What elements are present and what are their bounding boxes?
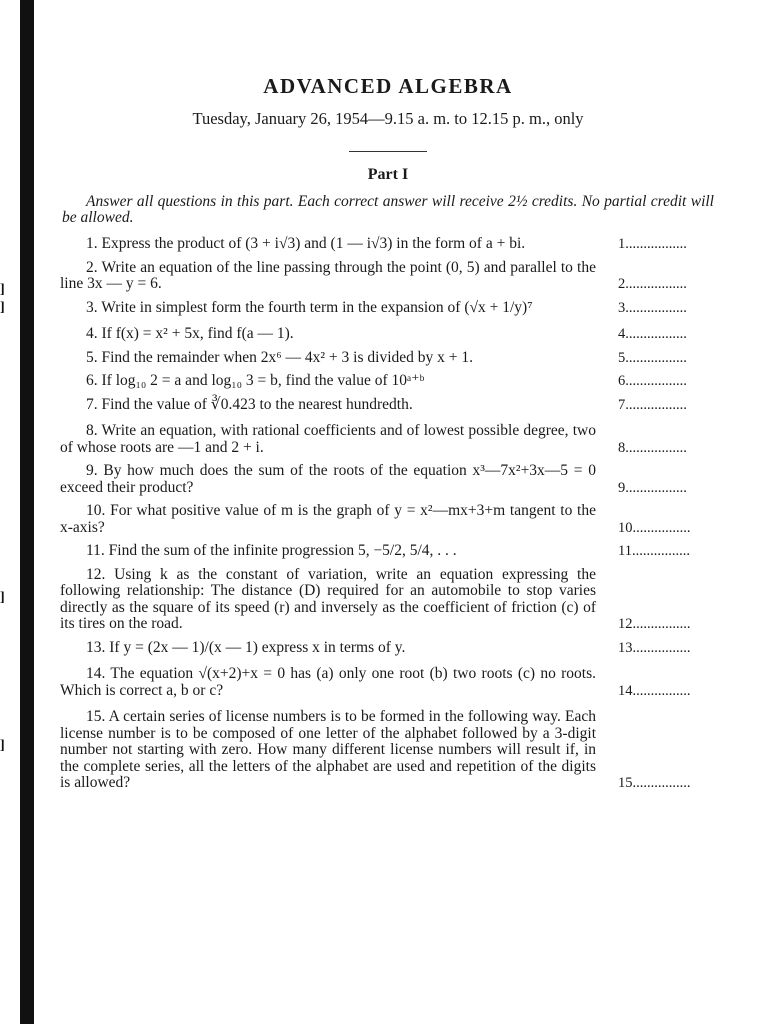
instructions: Answer all questions in this part. Each correct answer will receive 2½ credits. No partial credit will be allowed. bbox=[62, 193, 714, 226]
question-text: 9. By how much does the sum of the roots of the equation x³—7x²+3x—5 = 0 exceed their product? bbox=[60, 462, 596, 496]
exam-page bbox=[58, 70, 718, 799]
question-item bbox=[58, 567, 718, 633]
question-item bbox=[58, 397, 718, 414]
question-item bbox=[58, 666, 718, 699]
answer-blank[interactable]: 4................. bbox=[618, 326, 687, 342]
answer-blank[interactable]: 9................. bbox=[618, 479, 687, 496]
question-item bbox=[58, 423, 718, 456]
answer-blank[interactable]: 7................. bbox=[618, 396, 687, 413]
question-item bbox=[58, 300, 718, 317]
part-heading: Part I bbox=[367, 166, 409, 183]
answer-blank[interactable]: 8................. bbox=[618, 439, 687, 456]
divider bbox=[349, 151, 427, 152]
answer-blank[interactable]: 15................ bbox=[618, 775, 691, 791]
answer-blank[interactable]: 10................ bbox=[618, 519, 691, 536]
question-item bbox=[58, 463, 718, 496]
answer-blank[interactable]: 5................. bbox=[618, 349, 687, 366]
exam-title: ADVANCED ALGEBRA bbox=[263, 74, 513, 98]
question-text: 8. Write an equation, with rational coefficients and of lowest possible degree, two of whose roots are —1 and 2 + i. bbox=[60, 422, 596, 456]
question-text: 10. For what positive value of m is the graph of y = x²—mx+3+m tangent to the x-axis? bbox=[60, 502, 596, 536]
question-list bbox=[58, 236, 718, 792]
exam-date-time: Tuesday, January 26, 1954—9.15 a. m. to 12.15 p. m., only bbox=[192, 109, 584, 128]
question-text: 3. Write in simplest form the fourth term in the expansion of (√x + 1/y)⁷ bbox=[86, 298, 533, 316]
question-item bbox=[58, 640, 718, 657]
question-item bbox=[58, 543, 718, 560]
answer-blank[interactable]: 2................. bbox=[618, 276, 687, 292]
answer-blank[interactable]: 11................ bbox=[618, 543, 690, 559]
question-item bbox=[58, 350, 718, 367]
question-item bbox=[58, 503, 718, 536]
question-text: 12. Using k as the constant of variation, write an equation expressing the following relationship: The distance (D) required for an automobile to stop varies directly as the square of its speed (r) and inversely as the coefficient of friction (c) of its tires on the road. bbox=[60, 565, 596, 632]
binding-shadow bbox=[20, 0, 34, 1024]
answer-blank[interactable]: 12................ bbox=[618, 616, 691, 632]
edge-fragment: ] bbox=[0, 738, 5, 753]
answer-blank[interactable]: 13................ bbox=[618, 639, 691, 656]
question-item bbox=[58, 373, 718, 390]
edge-fragment: ] bbox=[0, 282, 5, 297]
edge-fragment: ] bbox=[0, 590, 5, 605]
question-item bbox=[58, 236, 718, 253]
question-text: 7. Find the value of ∛0.423 to the nearest hundredth. bbox=[86, 395, 413, 413]
question-text: 1. Express the product of (3 + i√3) and (1 — i√3) in the form of a + bi. bbox=[86, 235, 526, 252]
question-item bbox=[58, 709, 718, 792]
question-text: 2. Write an equation of the line passing through the point (0, 5) and parallel to the line 3x — y = 6. bbox=[60, 258, 596, 292]
answer-blank[interactable]: 1................. bbox=[618, 236, 687, 252]
edge-fragment: ] bbox=[0, 300, 5, 315]
question-text: 4. If f(x) = x² + 5x, find f(a — 1). bbox=[86, 325, 294, 342]
question-text: 13. If y = (2x — 1)/(x — 1) express x in terms of y. bbox=[86, 638, 406, 656]
question-text: 5. Find the remainder when 2x⁶ — 4x² + 3 is divided by x + 1. bbox=[86, 348, 474, 366]
question-text: 14. The equation √(x+2)+x = 0 has (a) only one root (b) two roots (c) no roots. Which is correct a, b or c? bbox=[60, 665, 596, 699]
question-item bbox=[58, 260, 718, 293]
question-text: 6. If log₁₀ 2 = a and log₁₀ 3 = b, find the value of 10ᵃ⁺ᵇ bbox=[86, 372, 425, 389]
answer-blank[interactable]: 3................. bbox=[618, 299, 687, 316]
question-text: 11. Find the sum of the infinite progression 5, −5/2, 5/4, . . . bbox=[86, 542, 457, 559]
question-item bbox=[58, 326, 718, 343]
answer-blank[interactable]: 6................. bbox=[618, 373, 687, 389]
answer-blank[interactable]: 14................ bbox=[618, 682, 691, 699]
question-text: 15. A certain series of license numbers is to be formed in the following way. Each license number is to be composed of one letter of the alphabet followed by a 3-digit number not starting with zero. How many different license numbers will result if, in the complete series, all the letters of the alphabet are used and repetition of the digits is allowed? bbox=[60, 708, 596, 791]
